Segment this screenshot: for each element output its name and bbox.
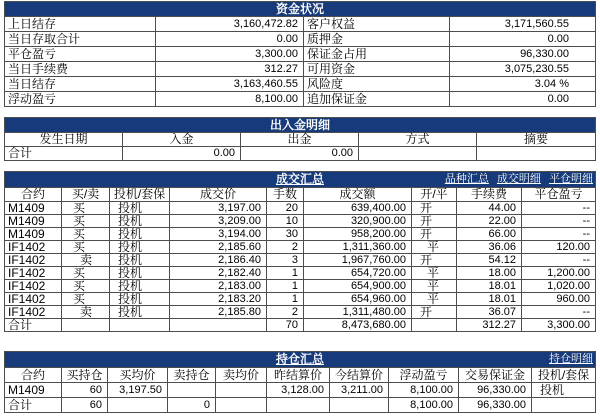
open-close-cell: 开 (411, 254, 456, 266)
fund-item-label: 当日存取合计 (8, 32, 81, 46)
open-close-cell: 平 (411, 293, 456, 305)
column-header: 浮动盈亏 (388, 368, 458, 382)
contract-cell: M1409 (8, 227, 45, 241)
cash-flow-title: 出入金明细 (5, 118, 595, 132)
side-cell: 买 (61, 241, 109, 253)
column-header: 买/卖 (61, 188, 109, 201)
fund-item-value: 312.27 (155, 62, 303, 76)
margin-cell: 96,330.00 (458, 398, 531, 412)
fund-item-label: 可用资金 (303, 62, 449, 76)
fund-item-label: 保证金占用 (303, 47, 449, 61)
fund-item-value: 0.00 (155, 32, 303, 46)
close-pnl-cell: -- (521, 202, 595, 214)
fund-status-title: 资金状况 (5, 2, 595, 16)
fund-item-label: 当日手续费 (8, 62, 69, 76)
lots-cell: 2 (266, 306, 303, 318)
price-cell: 2,183.20 (169, 293, 266, 305)
position-summary-links (544, 352, 593, 367)
column-header: 出金 (240, 133, 358, 146)
hedge-type-cell (109, 319, 169, 331)
fund-status-row (5, 31, 595, 46)
turnover-cell: 1,311,360.00 (303, 241, 411, 253)
data-row (5, 382, 595, 397)
price-cell: 3,194.00 (169, 228, 266, 240)
price-cell: 2,185.80 (169, 306, 266, 318)
fund-status-row (5, 16, 595, 31)
contract-cell: IF1402 (8, 305, 46, 319)
fee-cell: 22.00 (456, 215, 521, 227)
open-close-cell: 平 (411, 280, 456, 292)
price-cell (169, 319, 266, 331)
close-detail-link[interactable]: 平仓明细 (549, 173, 593, 185)
turnover-cell: 654,720.00 (303, 267, 411, 279)
fund-status-body (5, 16, 595, 106)
fund-item-value: 3.04 % (449, 77, 595, 91)
column-header: 手续费 (456, 188, 521, 201)
price-cell: 2,185.60 (169, 241, 266, 253)
trade-summary-tab[interactable]: 成交汇总 (275, 172, 324, 186)
short-avg-price-cell (215, 383, 266, 397)
long-qty-cell: 60 (61, 383, 107, 397)
fund-item-value: 0.00 (449, 92, 595, 106)
price-cell: 3,197.00 (169, 202, 266, 214)
total-row (5, 146, 595, 160)
trade-summary-body (5, 187, 595, 331)
fee-cell: 54.12 (456, 254, 521, 266)
fee-cell: 18.01 (456, 280, 521, 292)
contract-cell: IF1402 (8, 279, 46, 293)
fund-item-value: 0.00 (449, 32, 595, 46)
price-cell: 2,183.00 (169, 280, 266, 292)
data-row (5, 214, 595, 227)
open-close-cell (411, 319, 456, 331)
trade-detail-link[interactable]: 成交明细 (496, 173, 541, 185)
fee-cell: 36.07 (456, 306, 521, 318)
fund-status-row (5, 46, 595, 61)
deposit-cell: 0.00 (122, 147, 240, 160)
fee-cell: 18.00 (456, 267, 521, 279)
turnover-cell: 320,900.00 (303, 215, 411, 227)
side-cell: 买 (61, 215, 109, 227)
open-close-cell: 开 (411, 202, 456, 214)
total-label: 合计 (8, 146, 33, 160)
contract-cell: M1409 (8, 201, 45, 215)
short-qty-cell (167, 383, 215, 397)
fund-item-value: 3,160,472.82 (155, 17, 303, 31)
fee-cell: 44.00 (456, 202, 521, 214)
cash-flow-body (5, 132, 595, 160)
side-cell (61, 319, 109, 331)
fund-item-label: 客户权益 (303, 17, 449, 31)
price-cell: 2,186.40 (169, 254, 266, 266)
hedge-type-cell: 投机 (109, 280, 169, 292)
total-row (5, 397, 595, 412)
fee-cell: 66.00 (456, 228, 521, 240)
column-header: 昨结算价 (266, 368, 329, 382)
open-close-cell: 平 (411, 267, 456, 279)
close-pnl-cell: -- (521, 215, 595, 227)
side-cell: 买 (61, 280, 109, 292)
trade-summary-title-bar (5, 172, 595, 187)
hedge-type-cell: 投机 (109, 241, 169, 253)
price-cell: 2,182.40 (169, 267, 266, 279)
position-summary-title-bar (5, 352, 595, 367)
contract-cell: IF1402 (8, 253, 46, 267)
fund-item-label: 风险度 (303, 77, 449, 91)
settle-price-cell: 3,211.00 (329, 383, 388, 397)
column-header: 卖持仓 (167, 368, 215, 382)
variety-summary-link[interactable]: 品种汇总 (444, 173, 489, 185)
close-pnl-cell: 1,200.00 (521, 267, 595, 279)
fund-item-value: 8,100.00 (155, 92, 303, 106)
floating-pnl-cell: 8,100.00 (388, 398, 458, 412)
price-cell: 3,209.00 (169, 215, 266, 227)
column-header: 投机/套保 (109, 188, 169, 201)
position-summary-table (4, 351, 596, 413)
lots-cell: 3 (266, 254, 303, 266)
column-header: 投机/套保 (531, 368, 595, 382)
open-close-cell: 开 (411, 306, 456, 318)
hedge-type-cell: 投机 (109, 293, 169, 305)
column-header: 开/平 (411, 188, 456, 201)
hedge-type-cell: 投机 (109, 254, 169, 266)
fund-item-value: 96,330.00 (449, 47, 595, 61)
data-row (5, 266, 595, 279)
fund-item-label: 上日结存 (8, 17, 57, 31)
data-row (5, 201, 595, 214)
prev-settle-price-cell (266, 398, 329, 412)
side-cell: 买 (61, 228, 109, 240)
fee-cell: 36.06 (456, 241, 521, 253)
lots-cell: 10 (266, 215, 303, 227)
data-row (5, 279, 595, 292)
contract-cell: M1409 (8, 383, 45, 397)
fee-cell: 312.27 (456, 319, 521, 331)
data-row (5, 253, 595, 266)
turnover-cell: 1,967,760.00 (303, 254, 411, 266)
total-label: 合计 (8, 398, 33, 412)
column-header: 买持仓 (61, 368, 107, 382)
total-row (5, 318, 595, 331)
lots-cell: 20 (266, 202, 303, 214)
column-header: 合约 (20, 368, 45, 382)
long-qty-cell: 60 (61, 398, 107, 412)
fund-item-value: 3,171,560.55 (449, 17, 595, 31)
hedge-type-cell: 投机 (109, 215, 169, 227)
settle-price-cell (329, 398, 388, 412)
turnover-cell: 958,200.00 (303, 228, 411, 240)
cash-flow-table (4, 117, 596, 161)
fund-item-value: 3,163,460.55 (155, 77, 303, 91)
fund-item-label: 质押金 (303, 32, 449, 46)
column-header-row (5, 132, 595, 146)
close-pnl-cell: 3,300.00 (521, 319, 595, 331)
short-qty-cell: 0 (167, 398, 215, 412)
margin-cell: 96,330.00 (458, 383, 531, 397)
fee-cell: 18.01 (456, 293, 521, 305)
side-cell: 卖 (61, 254, 109, 266)
column-header: 手数 (266, 188, 303, 201)
contract-cell: IF1402 (8, 266, 46, 280)
position-detail-link[interactable]: 持仓明细 (549, 353, 593, 365)
short-avg-price-cell (215, 398, 266, 412)
turnover-cell: 1,311,480.00 (303, 306, 411, 318)
long-avg-price-cell: 3,197.50 (107, 383, 167, 397)
position-summary-tab[interactable]: 持仓汇总 (275, 352, 324, 366)
summary-cell (476, 147, 595, 160)
fund-item-value: 3,300.00 (155, 47, 303, 61)
hedge-type-cell: 投机 (531, 383, 595, 397)
fund-status-row (5, 91, 595, 106)
column-header: 入金 (122, 133, 240, 146)
open-close-cell: 开 (411, 228, 456, 240)
turnover-cell: 639,400.00 (303, 202, 411, 214)
side-cell: 买 (61, 267, 109, 279)
data-row (5, 240, 595, 253)
turnover-cell: 654,900.00 (303, 280, 411, 292)
column-header: 发生日期 (39, 132, 88, 146)
column-header: 成交价 (169, 188, 266, 201)
trade-summary-links (440, 172, 593, 187)
side-cell: 卖 (61, 306, 109, 318)
close-pnl-cell: -- (521, 254, 595, 266)
withdrawal-cell: 0.00 (240, 147, 358, 160)
fund-item-value: 3,075,230.55 (449, 62, 595, 76)
prev-settle-price-cell: 3,128.00 (266, 383, 329, 397)
turnover-cell: 654,960.00 (303, 293, 411, 305)
contract-cell: IF1402 (8, 240, 46, 254)
hedge-type-cell: 投机 (109, 202, 169, 214)
fund-item-label: 当日结存 (8, 77, 57, 91)
fund-item-label: 浮动盈亏 (8, 92, 57, 106)
open-close-cell: 开 (411, 215, 456, 227)
column-header: 交易保证金 (458, 368, 531, 382)
turnover-cell: 8,473,680.00 (303, 319, 411, 331)
column-header-row (5, 367, 595, 382)
close-pnl-cell: 1,020.00 (521, 280, 595, 292)
fund-item-label: 平仓盈亏 (8, 47, 57, 61)
lots-cell: 1 (266, 293, 303, 305)
column-header: 成交额 (303, 188, 411, 201)
column-header: 平仓盈亏 (521, 188, 595, 201)
data-row (5, 305, 595, 318)
close-pnl-cell: -- (521, 306, 595, 318)
fund-status-row (5, 76, 595, 91)
data-row (5, 227, 595, 240)
total-label: 合计 (8, 318, 33, 332)
hedge-type-cell: 投机 (109, 267, 169, 279)
column-header-row (5, 187, 595, 201)
fund-status-row (5, 61, 595, 76)
hedge-type-cell (531, 398, 595, 412)
hedge-type-cell: 投机 (109, 306, 169, 318)
column-header: 买均价 (107, 368, 167, 382)
side-cell: 买 (61, 293, 109, 305)
column-header: 合约 (20, 187, 45, 201)
column-header: 摘要 (476, 133, 595, 146)
floating-pnl-cell: 8,100.00 (388, 383, 458, 397)
fund-status-table (4, 1, 596, 107)
column-header: 卖均价 (215, 368, 266, 382)
lots-cell: 1 (266, 280, 303, 292)
trade-summary-table (4, 171, 596, 332)
open-close-cell: 平 (411, 241, 456, 253)
long-avg-price-cell (107, 398, 167, 412)
contract-cell: M1409 (8, 214, 45, 228)
lots-cell: 30 (266, 228, 303, 240)
lots-cell: 2 (266, 241, 303, 253)
hedge-type-cell: 投机 (109, 228, 169, 240)
data-row (5, 292, 595, 305)
column-header: 方式 (358, 133, 476, 146)
position-summary-body (5, 367, 595, 412)
side-cell: 买 (61, 202, 109, 214)
column-header: 今结算价 (329, 368, 388, 382)
close-pnl-cell: 120.00 (521, 241, 595, 253)
close-pnl-cell: 960.00 (521, 293, 595, 305)
lots-cell: 1 (266, 267, 303, 279)
close-pnl-cell: -- (521, 228, 595, 240)
contract-cell: IF1402 (8, 292, 46, 306)
fund-item-label: 追加保证金 (303, 92, 449, 106)
lots-cell: 70 (266, 319, 303, 331)
method-cell (358, 147, 476, 160)
